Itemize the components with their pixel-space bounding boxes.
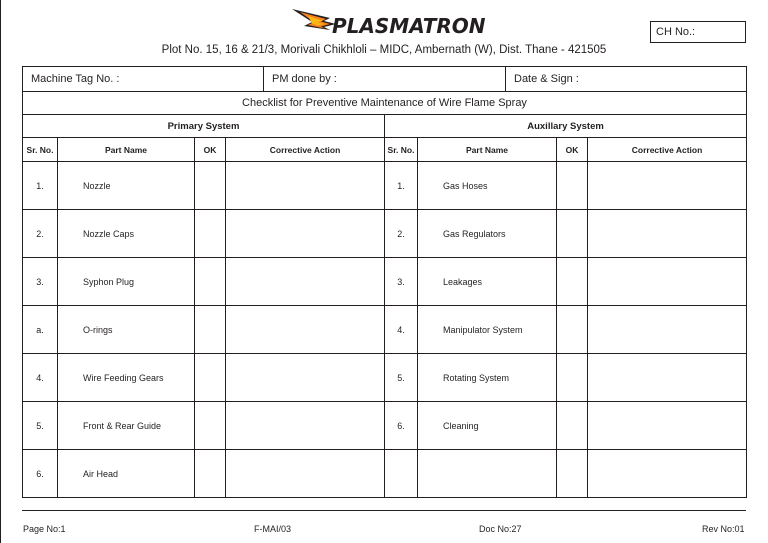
primary-sr-no: 6.	[23, 450, 58, 498]
primary-ok-cell[interactable]	[195, 402, 226, 450]
table-row	[23, 210, 747, 258]
primary-corrective-action-cell[interactable]	[226, 450, 385, 498]
primary-part-name: Nozzle	[58, 162, 195, 210]
primary-sr-no: 4.	[23, 354, 58, 402]
primary-part-name: Air Head	[58, 450, 195, 498]
auxiliary-part-name: Gas Hoses	[418, 162, 557, 210]
primary-ok-cell[interactable]	[195, 210, 226, 258]
auxiliary-sr-no: 4.	[385, 306, 418, 354]
table-row	[23, 162, 747, 210]
auxiliary-part-name	[418, 450, 557, 498]
ok-header: OK	[195, 138, 226, 162]
primary-corrective-action-cell[interactable]	[226, 210, 385, 258]
primary-ok-cell[interactable]	[195, 258, 226, 306]
auxiliary-sr-no: 1.	[385, 162, 418, 210]
primary-sr-no: a.	[23, 306, 58, 354]
form-code: F-MAI/03	[254, 524, 292, 534]
auxiliary-ok-cell[interactable]	[557, 162, 588, 210]
auxiliary-corrective-action-cell[interactable]	[588, 450, 747, 498]
auxiliary-corrective-action-cell[interactable]	[588, 162, 747, 210]
primary-corrective-action-cell[interactable]	[226, 354, 385, 402]
auxiliary-part-name: Gas Regulators	[418, 210, 557, 258]
table-row	[23, 258, 747, 306]
auxiliary-corrective-action-cell[interactable]	[588, 210, 747, 258]
primary-corrective-action-cell[interactable]	[226, 258, 385, 306]
corrective-action-header: Corrective Action	[588, 138, 747, 162]
revision-number: Rev No:01	[702, 524, 745, 534]
sr-no-header: Sr. No.	[385, 138, 418, 162]
table-row	[23, 306, 747, 354]
primary-ok-cell[interactable]	[195, 450, 226, 498]
auxiliary-sr-no	[385, 450, 418, 498]
primary-ok-cell[interactable]	[195, 306, 226, 354]
plasmatron-logo	[290, 6, 486, 42]
primary-part-name: Wire Feeding Gears	[58, 354, 195, 402]
sr-no-header: Sr. No.	[23, 138, 58, 162]
auxiliary-part-name: Rotating System	[418, 354, 557, 402]
auxiliary-ok-cell[interactable]	[557, 210, 588, 258]
auxiliary-ok-cell[interactable]	[557, 450, 588, 498]
part-name-header: Part Name	[58, 138, 195, 162]
primary-part-name: Nozzle Caps	[58, 210, 195, 258]
auxiliary-system-heading: Auxillary System	[385, 115, 747, 138]
primary-ok-cell[interactable]	[195, 354, 226, 402]
pm-done-by-field[interactable]: PM done by :	[264, 67, 506, 92]
checklist-title: Checklist for Preventive Maintenance of Wire Flame Spray	[23, 92, 747, 115]
auxiliary-sr-no: 3.	[385, 258, 418, 306]
ch-number-field[interactable]: CH No.:	[650, 21, 746, 43]
page-number: Page No:1	[23, 524, 66, 534]
primary-sr-no: 5.	[23, 402, 58, 450]
primary-sr-no: 2.	[23, 210, 58, 258]
logo-text: PLASMATRON	[332, 14, 486, 38]
primary-corrective-action-cell[interactable]	[226, 306, 385, 354]
auxiliary-ok-cell[interactable]	[557, 258, 588, 306]
machine-tag-field[interactable]: Machine Tag No. :	[23, 67, 264, 92]
primary-system-heading: Primary System	[23, 115, 385, 138]
info-table	[22, 66, 747, 115]
auxiliary-part-name: Leakages	[418, 258, 557, 306]
auxiliary-corrective-action-cell[interactable]	[588, 402, 747, 450]
footer-divider	[22, 510, 746, 511]
page-edge	[0, 0, 1, 543]
table-row	[23, 354, 747, 402]
auxiliary-corrective-action-cell[interactable]	[588, 306, 747, 354]
primary-part-name: O-rings	[58, 306, 195, 354]
primary-corrective-action-cell[interactable]	[226, 402, 385, 450]
primary-sr-no: 3.	[23, 258, 58, 306]
auxiliary-sr-no: 6.	[385, 402, 418, 450]
date-sign-field[interactable]: Date & Sign :	[506, 67, 747, 92]
auxiliary-part-name: Cleaning	[418, 402, 557, 450]
auxiliary-ok-cell[interactable]	[557, 402, 588, 450]
auxiliary-corrective-action-cell[interactable]	[588, 354, 747, 402]
doc-number: Doc No:27	[479, 524, 522, 534]
primary-part-name: Syphon Plug	[58, 258, 195, 306]
auxiliary-corrective-action-cell[interactable]	[588, 258, 747, 306]
auxiliary-ok-cell[interactable]	[557, 306, 588, 354]
primary-sr-no: 1.	[23, 162, 58, 210]
table-row	[23, 402, 747, 450]
company-address: Plot No. 15, 16 & 21/3, Morivali Chikhloli – MIDC, Ambernath (W), Dist. Thane - 421505	[161, 44, 607, 56]
auxiliary-part-name: Manipulator System	[418, 306, 557, 354]
part-name-header: Part Name	[418, 138, 557, 162]
primary-part-name: Front & Rear Guide	[58, 402, 195, 450]
auxiliary-ok-cell[interactable]	[557, 354, 588, 402]
checklist-table	[22, 114, 747, 498]
auxiliary-sr-no: 5.	[385, 354, 418, 402]
primary-corrective-action-cell[interactable]	[226, 162, 385, 210]
table-row	[23, 450, 747, 498]
corrective-action-header: Corrective Action	[226, 138, 385, 162]
ok-header: OK	[557, 138, 588, 162]
primary-ok-cell[interactable]	[195, 162, 226, 210]
auxiliary-sr-no: 2.	[385, 210, 418, 258]
